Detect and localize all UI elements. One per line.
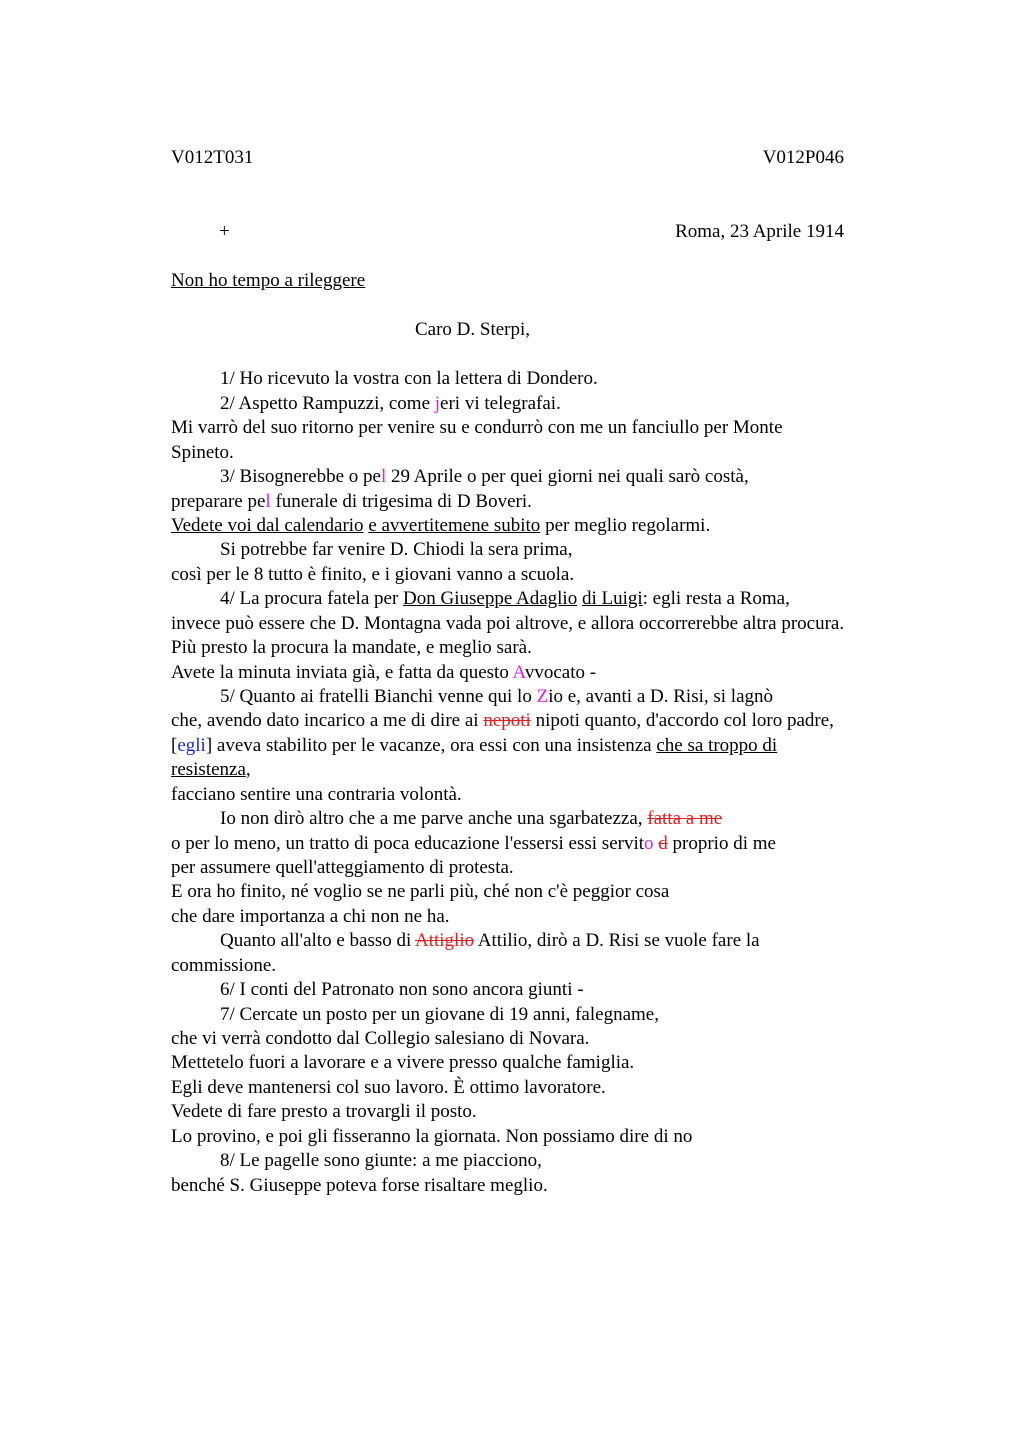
salutation: Caro D. Sterpi,	[415, 319, 531, 340]
body-line: 1/ Ho ricevuto la vostra con la lettera di Dondero.	[220, 368, 598, 389]
body-line: [egli] aveva stabilito per le vacanze, ora essi con una insistenza che sa troppo di	[171, 735, 778, 756]
body-line: Spineto.	[171, 442, 234, 463]
body-line: 8/ Le pagelle sono giunte: a me piacciono,	[220, 1150, 542, 1171]
body-line: che vi verrà condotto dal Collegio salesiano di Novara.	[171, 1028, 590, 1049]
body-line: resistenza,	[171, 759, 251, 780]
insertion: egli	[177, 735, 206, 756]
body-line: Vedete voi dal calendario e avvertitemene subito per meglio regolarmi.	[171, 515, 711, 536]
margin-note: Non ho tempo a rileggere	[171, 270, 366, 291]
body-line: Mi varrò del suo ritorno per venire su e condurrò con me un fanciullo per Monte	[171, 417, 783, 438]
body-line: Più presto la procura la mandate, e meglio sarà.	[171, 637, 532, 658]
body-line: benché S. Giuseppe poteva forse risaltare meglio.	[171, 1175, 548, 1196]
body-line: così per le 8 tutto è finito, e i giovani vanno a scuola.	[171, 564, 575, 585]
body-line: commissione.	[171, 955, 277, 976]
body-line: Vedete di fare presto a trovargli il posto.	[171, 1101, 477, 1122]
body-line: 4/ La procura fatela per Don Giuseppe Adaglio di Luigi: egli resta a Roma,	[220, 588, 790, 609]
body-line: Egli deve mantenersi col suo lavoro. È ottimo lavoratore.	[171, 1077, 606, 1098]
body-line: Io non dirò altro che a me parve anche una sgarbatezza, fatta a me	[220, 808, 723, 829]
body-line: 2/ Aspetto Rampuzzi, come jeri vi telegrafai.	[220, 393, 561, 414]
body-line: invece può essere che D. Montagna vada poi altrove, e allora occorrerebbe altra procura.	[171, 613, 845, 634]
body-line: preparare pel funerale di trigesima di D Boveri.	[171, 491, 532, 512]
place-date: Roma, 23 Aprile 1914	[675, 221, 844, 242]
body-line: 5/ Quanto ai fratelli Bianchi venne qui lo Zio e, avanti a D. Risi, si lagnò	[220, 686, 774, 707]
insertion: l	[265, 491, 271, 512]
body-line: o per lo meno, un tratto di poca educazione l'essersi essi servito d proprio di me	[171, 833, 776, 854]
archive-code-left: V012T031	[171, 147, 254, 168]
body-line: Lo provino, e poi gli fisseranno la giornata. Non possiamo dire di no	[171, 1126, 693, 1147]
deletion: Attiglio	[414, 930, 475, 951]
body-line: Avete la minuta inviata già, e fatta da questo Avvocato -	[171, 662, 597, 683]
cross-mark: +	[219, 221, 230, 242]
body-line: E ora ho finito, né voglio se ne parli più, ché non c'è peggior cosa	[171, 881, 670, 902]
insertion: A	[512, 662, 525, 683]
body-line: per assumere quell'atteggiamento di protesta.	[171, 857, 514, 878]
body-line: Mettetelo fuori a lavorare e a vivere presso qualche famiglia.	[171, 1052, 635, 1073]
body-line: Quanto all'alto e basso di Attiglio Attilio, dirò a D. Risi se vuole fare la	[220, 930, 760, 951]
deletion: nepoti	[483, 710, 531, 731]
body-line: che dare importanza a chi non ne ha.	[171, 906, 450, 927]
body-line: che, avendo dato incarico a me di dire ai nepoti nipoti quanto, d'accordo col loro padre,	[171, 710, 834, 731]
insertion: l	[380, 466, 387, 487]
body-line: 3/ Bisognerebbe o pel 29 Aprile o per quei giorni nei quali sarò costà,	[220, 466, 749, 487]
deletion: d	[658, 833, 668, 854]
insertion: Z	[536, 686, 549, 707]
insertion: o	[644, 833, 654, 854]
body-line: 7/ Cercate un posto per un giovane di 19 anni, falegname,	[220, 1004, 659, 1025]
deletion: fatta a me	[647, 808, 723, 829]
body-line: Si potrebbe far venire D. Chiodi la sera prima,	[220, 539, 573, 560]
archive-code-right: V012P046	[762, 147, 844, 168]
insertion: j	[434, 393, 441, 414]
body-line: facciano sentire una contraria volontà.	[171, 784, 462, 805]
body-line: 6/ I conti del Patronato non sono ancora giunti -	[220, 979, 584, 1000]
